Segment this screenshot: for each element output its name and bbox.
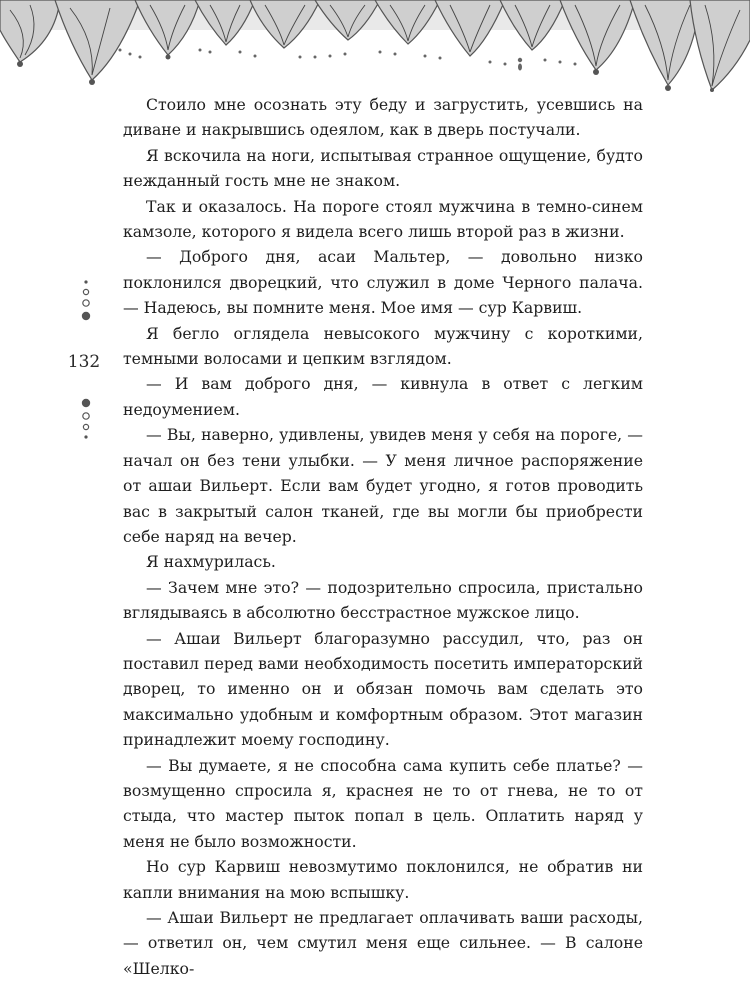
paragraph: — Ашаи Вильерт не предлагает оплачивать ваши расходы, — ответил он, чем смутил меня еще сильнее. — В салоне «Шелко- bbox=[123, 908, 643, 978]
margin-bead-ornament-bottom bbox=[76, 395, 96, 451]
page-number: 132 bbox=[67, 352, 101, 372]
paragraph: — Ашаи Вильерт благоразумно рассудил, что, раз он поставил перед вами необходимость посетить императорский дворец, то именно он и обязан помочь вам сделать это максимально удобным и комфортным образом. Этот магазин принадлежит моему господину. bbox=[123, 628, 643, 750]
paragraph: Но сур Карвиш невозмутимо поклонился, не обратив ни капли внимания на мою вспышку. bbox=[123, 857, 643, 902]
paragraph: — Зачем мне это? — подозрительно спросила, пристально вглядываясь в абсолютно бесстрастное мужское лицо. bbox=[123, 577, 643, 623]
paragraph: — Доброго дня, асаи Мальтер, — довольно низко поклонился дворецкий, что служил в доме Черного палача. — Надеюсь, вы помните меня. Мое имя — сур Карвиш. bbox=[123, 247, 643, 318]
paragraph: — И вам доброго дня, — кивнула в ответ с легким недоумением. bbox=[123, 374, 643, 419]
margin-bead-ornament-top bbox=[76, 278, 96, 334]
paragraph: Стоило мне осознать эту беду и загрустить, усевшись на диване и накрывшись одеялом, как в дверь постучали. bbox=[123, 95, 643, 140]
paragraph: Я вскочила на ноги, испытывая странное ощущение, будто нежданный гость мне не знаком. bbox=[123, 145, 643, 191]
paragraph: Я бегло оглядела невысокого мужчину с короткими, темными волосами и цепким взглядом. bbox=[123, 323, 643, 369]
paragraph: — Вы думаете, я не способна сама купить себе платье? — возмущенно спросила я, краснея не то от гнева, не то от стыда, что мастер пыток попал в цель. Оплатить наряд у меня не было возможности. bbox=[123, 755, 643, 851]
paragraph: — Вы, наверно, удивлены, увидев меня у себя на пороге, — начал он без тени улыбки. — У меня личное распоряжение от ашаи Вильерт. Если вам будет угодно, я готов проводить вас в закрытый салон тканей, где вы могли бы приобрести себе наряд на вечер. bbox=[123, 425, 643, 546]
paragraph: Я нахмурилась. bbox=[146, 552, 276, 572]
paragraph: Так и оказалось. На пороге стоял мужчина в темно-синем камзоле, которого я видела всего лишь второй раз в жизни. bbox=[123, 196, 643, 242]
body-text bbox=[123, 92, 643, 981]
decorative-lace-border bbox=[0, 0, 750, 92]
